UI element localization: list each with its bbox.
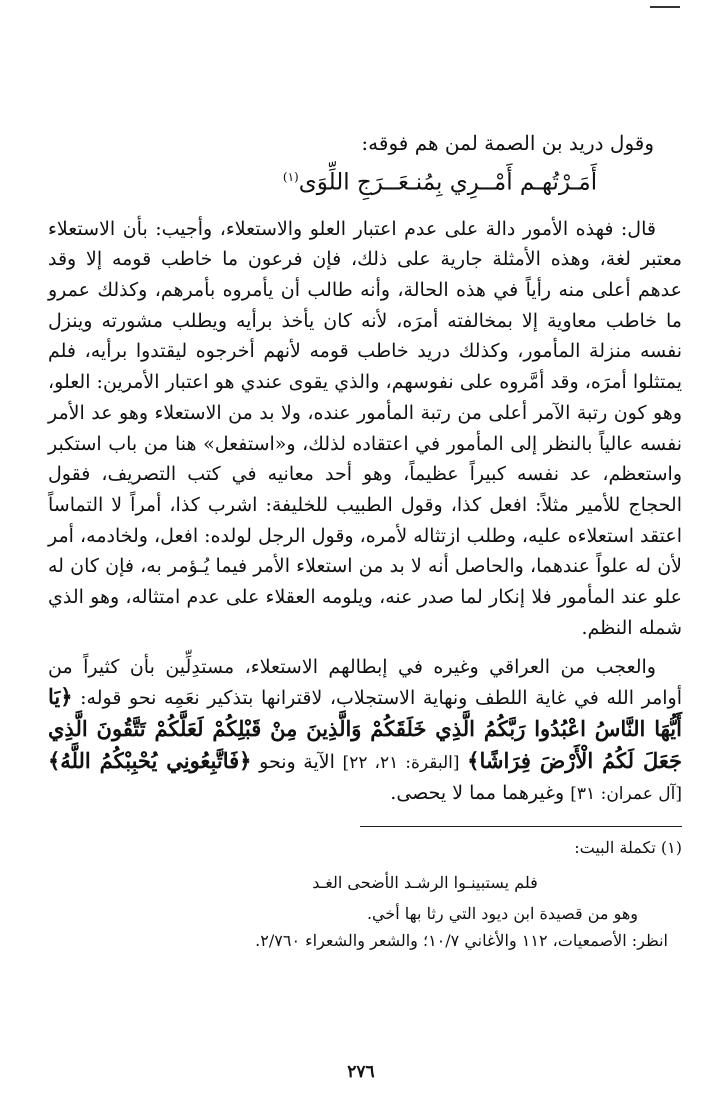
paragraph-main: قال: فهذه الأمور دالة على عدم اعتبار العلو والاستعلاء، وأجيب: بأن الاستعلاء معتبر لغة، وهذه الأمثلة جارية على ذلك، فإن فرعون ما خاطب قومه إلا وقد عدهم أعلى منه رأياً في هذه الحالة، وأنه طالب أن يأمروه بأمرهم، وكذلك عمرو ما خاطب معاوية إلا بمخالفته أمرَه، لأنه كان يأخذ برأيه ويطلب مشورته وينزل نفسه منزلة المأمور، وكذلك دريد خاطب قومه لأنهم أخرجوه ليقتدوا برأيه، فلم يمتثلوا أمرَه، وقد أمَّروه على نفوسهم، والذي يقوى عندي هو اعتبار الأمرين: العلو، وهو كون رتبة الآمر أعلى من رتبة المأمور عنده، ولا بد من الاستعلاء وهو عد الأمر نفسه عالياً بالنظر إلى المأمور في اعتقاده لذلك، و«استفعل» هنا من باب استكبر واستعظم، عد نفسه كبيراً عظيماً، وهو أحد معانيه في كتب التصريف، فقول الحجاج للأمير مثلاً: افعل كذا، وقول الطبيب للخليفة: اشرب كذا، أمراً لا التماساً اعتقد استعلاءه عليه، وطلب ازتثاله لأمره، وقول الرجل لولده: افعل، ولخادمه، أمر لأن له علواً عندهما، والحاصل أنه لا بد من استعلاء الأمر فيما يُـؤمر به، فإن كان له علو عند المأمور فلا إنكار لما صدر عنه، ويلومه العقلاء على عدم امتثاله، وهو الذي شمله النظم. [48,217,682,639]
paragraph-second-text: والعجب من العراقي وغيره في إبطالهم الاستعلاء، مستدِلِّين بأن كثيراً من أوامر الله في غاية اللطف ونهاية الاستجلاب، لاقترانها بتذكير نعَمِه نحو قوله: [48,655,682,710]
paragraph-second [48,652,682,811]
quran-verse-1: ﴿يَا أَيُّهَا النَّاسُ اعْبُدُوا رَبَّكُمُ الَّذِي خَلَقَكُمْ وَالَّذِينَ مِنْ قَبْلِكُمْ لَعَلَّكُمْ تَتَّقُونَ الَّذِي جَعَلَ لَكُمُ الْأَرْضَ فِرَاشًا﴾ [48,684,682,773]
page-number: ٢٧٦ [347,1062,375,1082]
footnotes [48,834,682,954]
closing-text: وغيرهما مما لا يحصى. [390,782,565,805]
quran-reference-1: [البقرة: ٢١، ٢٢] [342,752,460,773]
intro-line: وقول دريد بن الصمة لمن هم فوقه: [361,131,654,155]
footnote-marker: (١) [282,170,299,184]
footnote-source: وهو من قصيدة ابن ديود التي رثا بها أخي. [366,904,638,923]
page-body [48,128,682,810]
poem-verse [48,160,682,200]
footnote-references: انظر: الأصمعيات، ١١٢ والأغاني ١٠/٧؛ والشعر والشعراء ٢/٧٦٠. [255,931,668,950]
quran-reference-2: [آل عمران: ٣١] [570,784,682,805]
footnote-verse: فلم يستبينـوا الرشـد الأضحى الغـد [312,873,538,892]
footnote-heading: (١) تكملة البيت: [574,838,682,857]
quran-verse-2: ﴿فَاتَّبِعُونِي يُحْبِبْكُمُ اللَّهُ﴾ [48,747,252,773]
connector-text: الآية ونحو [259,750,335,773]
header-rule [650,6,680,8]
footnote-rule [360,826,682,827]
poem-verse-text: أَمَـرْتُهـم أَمْــرِي بِمُنـعَــرَجِ اللِّوَى [298,169,598,196]
